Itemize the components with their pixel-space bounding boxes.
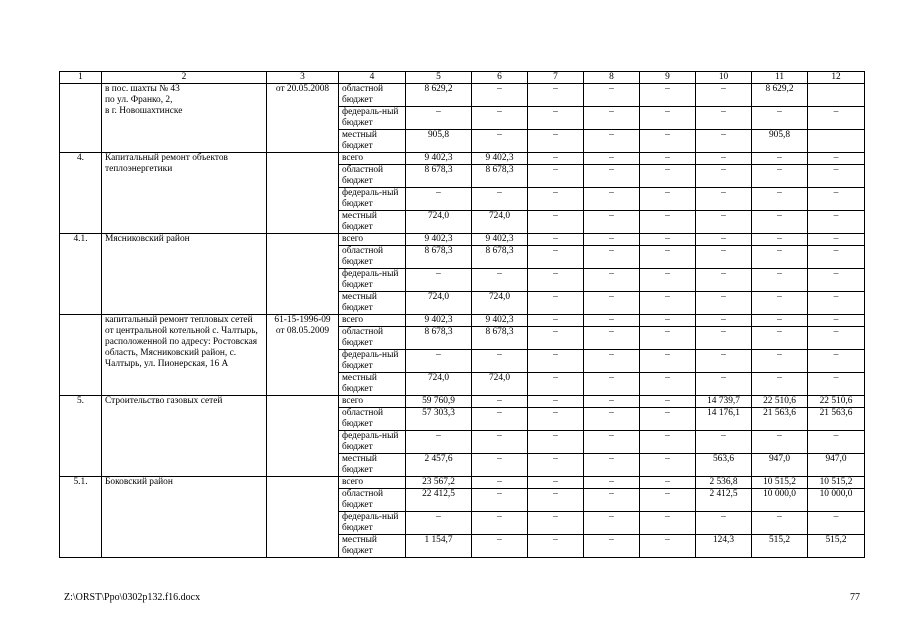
amount-cell: 22 412,5 [406,489,472,512]
amount-cell: – [528,408,584,431]
amount-cell: – [640,396,696,408]
file-path: Z:\ORST\Ppo\0302p132.f16.docx [64,592,201,603]
item-document [267,153,339,234]
amount-cell: – [640,234,696,246]
table-body [60,84,865,558]
amount-cell: 10 000,0 [808,489,865,512]
amount-cell: – [472,107,528,130]
amount-cell: 8 678,3 [406,165,472,188]
amount-cell: – [584,512,640,535]
funding-source: областной бюджет [339,246,406,269]
amount-cell: – [584,246,640,269]
amount-cell: 9 402,3 [472,234,528,246]
amount-cell: – [406,512,472,535]
amount-cell: – [584,431,640,454]
amount-cell: – [528,269,584,292]
column-header: 6 [472,72,528,84]
amount-cell: – [528,454,584,477]
table-row [60,234,865,246]
amount-cell: – [808,315,865,327]
amount-cell [808,130,865,153]
amount-cell: – [584,211,640,234]
amount-cell: – [808,153,865,165]
amount-cell: – [472,350,528,373]
column-header: 9 [640,72,696,84]
amount-cell: – [584,315,640,327]
amount-cell: – [528,130,584,153]
amount-cell: – [640,477,696,489]
amount-cell: – [640,188,696,211]
item-number [60,315,102,396]
amount-cell: 724,0 [406,211,472,234]
amount-cell: – [752,165,808,188]
funding-source: всего [339,315,406,327]
amount-cell: – [640,373,696,396]
amount-cell: – [696,292,752,315]
table-row [60,84,865,107]
amount-cell: – [584,373,640,396]
item-name: в пос. шахты № 43 по ул. Франко, 2, в г. Новошахтинске [102,84,267,153]
amount-cell: – [752,350,808,373]
amount-cell: 10 515,2 [752,477,808,489]
funding-source: всего [339,396,406,408]
amount-cell: – [528,489,584,512]
item-document [267,477,339,558]
funding-source: областной бюджет [339,408,406,431]
amount-cell: – [472,454,528,477]
amount-cell: 724,0 [472,211,528,234]
amount-cell: – [528,396,584,408]
amount-cell: – [584,234,640,246]
amount-cell: – [752,315,808,327]
funding-source: федераль-ный бюджет [339,431,406,454]
amount-cell: 9 402,3 [472,315,528,327]
amount-cell: – [406,269,472,292]
amount-cell: 724,0 [406,292,472,315]
amount-cell: – [472,535,528,558]
amount-cell: – [406,350,472,373]
funding-source: федераль-ный бюджет [339,107,406,130]
amount-cell: – [528,350,584,373]
amount-cell: – [696,188,752,211]
amount-cell: 10 000,0 [752,489,808,512]
amount-cell: – [584,327,640,350]
funding-source: федераль-ный бюджет [339,269,406,292]
budget-table [59,71,865,558]
amount-cell: – [584,84,640,107]
item-name: Боковский район [102,477,267,558]
amount-cell: – [752,327,808,350]
amount-cell: 14 176,1 [696,408,752,431]
amount-cell: – [696,165,752,188]
amount-cell: – [528,327,584,350]
amount-cell: – [808,269,865,292]
amount-cell: – [584,535,640,558]
funding-source: местный бюджет [339,211,406,234]
funding-source: областной бюджет [339,84,406,107]
amount-cell: – [640,269,696,292]
funding-source: всего [339,234,406,246]
column-header: 1 [60,72,102,84]
amount-cell: – [584,153,640,165]
amount-cell: 57 303,3 [406,408,472,431]
amount-cell: – [472,396,528,408]
item-number [60,84,102,153]
funding-source: федераль-ный бюджет [339,188,406,211]
amount-cell: – [584,130,640,153]
column-header: 4 [339,72,406,84]
amount-cell: 2 457,6 [406,454,472,477]
amount-cell: – [752,188,808,211]
amount-cell: – [406,188,472,211]
amount-cell: 8 629,2 [406,84,472,107]
table-row [60,477,865,489]
amount-cell: – [696,315,752,327]
amount-cell: – [696,153,752,165]
item-document [267,234,339,315]
amount-cell: – [528,188,584,211]
amount-cell: – [752,373,808,396]
amount-cell: – [472,512,528,535]
amount-cell: 9 402,3 [406,153,472,165]
amount-cell: 8 678,3 [406,246,472,269]
amount-cell: 10 515,2 [808,477,865,489]
amount-cell: 14 739,7 [696,396,752,408]
amount-cell: – [640,292,696,315]
amount-cell: 1 154,7 [406,535,472,558]
amount-cell: 9 402,3 [472,153,528,165]
amount-cell: – [752,292,808,315]
amount-cell: – [528,107,584,130]
amount-cell: 8 678,3 [472,165,528,188]
amount-cell: – [528,512,584,535]
amount-cell: – [640,153,696,165]
amount-cell: – [752,269,808,292]
amount-cell: – [640,431,696,454]
amount-cell: – [472,431,528,454]
amount-cell: 21 563,6 [752,408,808,431]
column-header: 7 [528,72,584,84]
amount-cell: – [696,234,752,246]
amount-cell: – [696,269,752,292]
amount-cell: – [584,408,640,431]
amount-cell: 22 510,6 [752,396,808,408]
amount-cell: 905,8 [752,130,808,153]
amount-cell: 8 678,3 [472,246,528,269]
funding-source: местный бюджет [339,454,406,477]
amount-cell: – [696,327,752,350]
amount-cell: 724,0 [472,292,528,315]
column-header: 8 [584,72,640,84]
amount-cell: 21 563,6 [808,408,865,431]
amount-cell: – [640,211,696,234]
funding-source: областной бюджет [339,489,406,512]
amount-cell: – [528,535,584,558]
amount-cell: – [528,165,584,188]
amount-cell: – [696,431,752,454]
amount-cell: – [752,211,808,234]
amount-cell: – [640,512,696,535]
item-name: капитальный ремонт тепловых сетей от центральной котельной с. Чалтырь, расположенной по адресу: Ростовская область, Мясниковский район, с. Чалтырь, ул. Пионерская, 16 А [102,315,267,396]
amount-cell: – [406,431,472,454]
table-row [60,396,865,408]
funding-source: местный бюджет [339,130,406,153]
amount-cell: – [584,489,640,512]
amount-cell: – [808,292,865,315]
amount-cell: – [584,269,640,292]
amount-cell: – [696,211,752,234]
amount-cell: – [640,165,696,188]
table-row [60,315,865,327]
amount-cell: – [528,292,584,315]
amount-cell: – [472,489,528,512]
amount-cell: – [528,315,584,327]
item-document [267,396,339,477]
amount-cell: – [528,431,584,454]
amount-cell: – [808,188,865,211]
funding-source: федераль-ный бюджет [339,512,406,535]
amount-cell: – [584,292,640,315]
amount-cell: – [808,234,865,246]
amount-cell: – [640,489,696,512]
amount-cell: – [640,535,696,558]
table-row [60,153,865,165]
item-number: 4.1. [60,234,102,315]
amount-cell: 947,0 [752,454,808,477]
item-number: 5.1. [60,477,102,558]
amount-cell: 2 536,8 [696,477,752,489]
amount-cell: – [696,512,752,535]
amount-cell: – [528,477,584,489]
amount-cell: 124,3 [696,535,752,558]
funding-source: местный бюджет [339,373,406,396]
amount-cell: – [808,165,865,188]
item-document: 61-15-1996-09 от 08.05.2009 [267,315,339,396]
amount-cell: 2 412,5 [696,489,752,512]
amount-cell: – [696,373,752,396]
amount-cell: – [528,373,584,396]
amount-cell: 23 567,2 [406,477,472,489]
amount-cell: – [640,107,696,130]
amount-cell: 563,6 [696,454,752,477]
amount-cell: – [752,246,808,269]
amount-cell: – [528,234,584,246]
amount-cell: – [640,408,696,431]
amount-cell: – [640,454,696,477]
amount-cell: – [584,107,640,130]
amount-cell: – [808,211,865,234]
amount-cell: 947,0 [808,454,865,477]
amount-cell: 724,0 [406,373,472,396]
item-name: Строительство газовых сетей [102,396,267,477]
amount-cell: – [472,84,528,107]
amount-cell: – [472,130,528,153]
item-number: 5. [60,396,102,477]
amount-cell: – [808,327,865,350]
amount-cell: 905,8 [406,130,472,153]
amount-cell: – [640,84,696,107]
funding-source: местный бюджет [339,292,406,315]
amount-cell: – [808,107,865,130]
amount-cell: – [696,107,752,130]
amount-cell: 9 402,3 [406,315,472,327]
amount-cell: – [584,396,640,408]
column-header: 2 [102,72,267,84]
amount-cell: – [696,84,752,107]
amount-cell: – [752,107,808,130]
amount-cell: 724,0 [472,373,528,396]
amount-cell: – [752,234,808,246]
page-number: 77 [850,592,860,603]
amount-cell: – [640,350,696,373]
amount-cell: – [406,107,472,130]
amount-cell: – [640,246,696,269]
funding-source: всего [339,153,406,165]
amount-cell: – [808,246,865,269]
amount-cell: – [584,454,640,477]
amount-cell: 8 678,3 [406,327,472,350]
amount-cell: – [472,408,528,431]
amount-cell: 8 629,2 [752,84,808,107]
amount-cell: – [696,350,752,373]
amount-cell: – [640,327,696,350]
amount-cell: – [584,477,640,489]
amount-cell: 515,2 [752,535,808,558]
amount-cell: – [472,188,528,211]
amount-cell: 8 678,3 [472,327,528,350]
amount-cell: – [584,188,640,211]
item-name: Мясниковский район [102,234,267,315]
amount-cell: – [752,512,808,535]
amount-cell: 515,2 [808,535,865,558]
amount-cell [808,84,865,107]
amount-cell: – [640,130,696,153]
amount-cell: – [584,350,640,373]
amount-cell: – [808,350,865,373]
amount-cell: – [808,373,865,396]
funding-source: областной бюджет [339,327,406,350]
column-header: 11 [752,72,808,84]
column-header: 3 [267,72,339,84]
amount-cell: – [640,315,696,327]
column-header: 12 [808,72,865,84]
amount-cell: – [752,153,808,165]
column-header: 5 [406,72,472,84]
amount-cell: – [696,246,752,269]
amount-cell: – [752,431,808,454]
amount-cell: – [528,153,584,165]
funding-source: областной бюджет [339,165,406,188]
funding-source: местный бюджет [339,535,406,558]
amount-cell: – [696,130,752,153]
amount-cell: – [472,477,528,489]
item-document: от 20.05.2008 [267,84,339,153]
amount-cell: – [584,165,640,188]
amount-cell: 22 510,6 [808,396,865,408]
column-header: 10 [696,72,752,84]
item-name: Капитальный ремонт объектов теплоэнергетики [102,153,267,234]
amount-cell: – [808,431,865,454]
item-number: 4. [60,153,102,234]
column-header-row [60,72,865,84]
amount-cell: – [528,211,584,234]
funding-source: всего [339,477,406,489]
amount-cell: 9 402,3 [406,234,472,246]
amount-cell: – [528,246,584,269]
amount-cell: – [808,512,865,535]
amount-cell: – [528,84,584,107]
amount-cell: 59 760,9 [406,396,472,408]
amount-cell: – [472,269,528,292]
funding-source: федераль-ный бюджет [339,350,406,373]
